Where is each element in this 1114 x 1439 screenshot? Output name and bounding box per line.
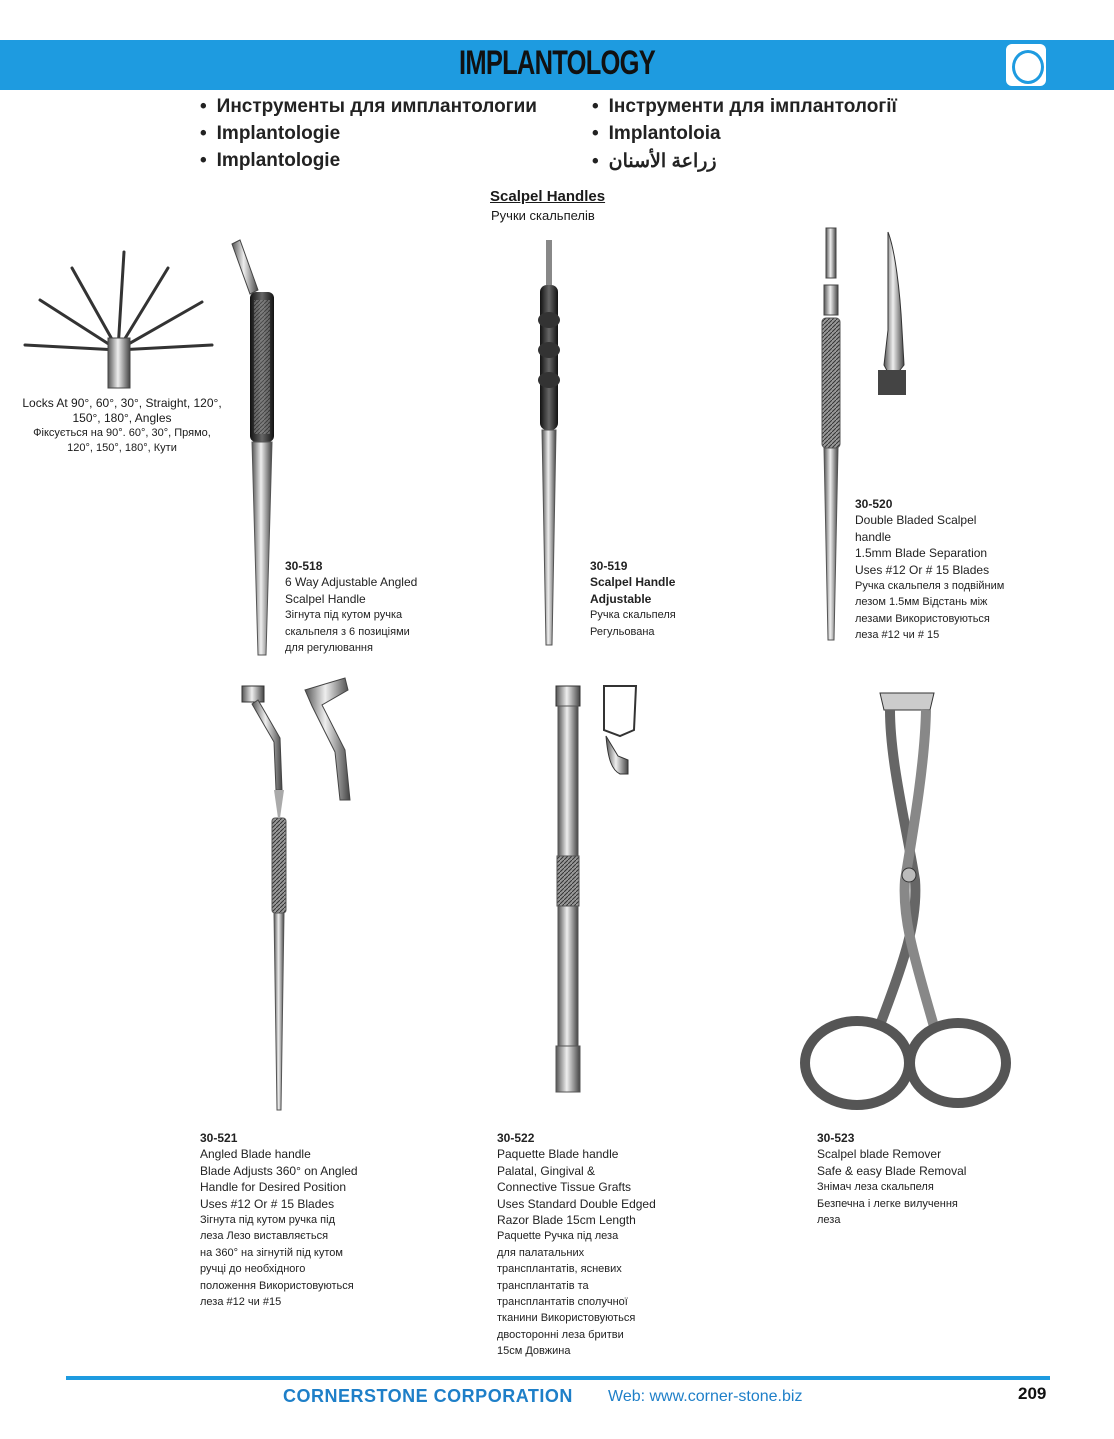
angles-note-uk: Фіксується на 90°. 60°, 30°, Прямо, 120°, 150°, 180°, Кути bbox=[33, 427, 211, 454]
handle-30-522-illustration bbox=[556, 686, 636, 1092]
section-heading: Scalpel Handles bbox=[490, 188, 606, 205]
lang-item-arabic: • زراعة الأسنان bbox=[592, 150, 717, 173]
product-caption-30-518 bbox=[285, 558, 465, 656]
page-title: IMPLANTOLOGY bbox=[459, 44, 655, 82]
product-desc-uk: Ручка скальпеля з подвійним лезом 1.5мм Відстань між лезами Використовуються леза #12 чи # 15 bbox=[855, 580, 1005, 642]
handle-30-521-illustration bbox=[242, 678, 350, 1110]
product-code: 30-521 bbox=[200, 1131, 238, 1145]
blade-remover-30-523-illustration bbox=[805, 693, 1006, 1105]
product-desc-en: Paquette Blade handle Palatal, Gingival & Connective Tissue Grafts Uses Standard Double Edged Razor Blade 15cm Length bbox=[497, 1147, 656, 1228]
footer-website-link[interactable]: Web: www.corner-stone.biz bbox=[608, 1388, 803, 1405]
product-code: 30-518 bbox=[285, 559, 323, 573]
section-subheading: Ручки скальпелів bbox=[491, 208, 595, 223]
product-caption-30-523 bbox=[817, 1130, 1027, 1228]
product-code: 30-520 bbox=[855, 497, 893, 511]
angles-note bbox=[22, 396, 222, 456]
product-desc-en: 6 Way Adjustable Angled Scalpel Handle bbox=[285, 575, 418, 606]
product-desc-uk: Зігнута під кутом ручка під леза Лезо виставляється на 360° на зігнутій під кутом ручці до необхідного положення Використовуються леза #12 чи #15 bbox=[200, 1214, 354, 1309]
product-desc-en: Scalpel Handle Adjustable bbox=[590, 575, 676, 606]
lang-item-german: • Implantologie bbox=[200, 123, 340, 145]
handle-30-518-illustration bbox=[232, 240, 274, 655]
footer-divider bbox=[66, 1376, 1050, 1380]
handle-30-519-illustration bbox=[538, 240, 560, 645]
product-desc-en: Angled Blade handle Blade Adjusts 360° on Angled Handle for Desired Position Uses #12 Or # 15 Blades bbox=[200, 1147, 358, 1211]
lang-item-other: • Implantoloia bbox=[592, 123, 721, 145]
product-caption-30-521 bbox=[200, 1130, 420, 1310]
product-desc-uk: Знімач леза скальпеля Безпечна і легке вилучення леза bbox=[817, 1181, 958, 1227]
product-code: 30-522 bbox=[497, 1131, 535, 1145]
product-desc-uk: Ручка скальпеля Регульована bbox=[590, 609, 676, 638]
angles-note-en: Locks At 90°, 60°, 30°, Straight, 120°, 150°, 180°, Angles bbox=[22, 396, 222, 425]
product-desc-en: Double Bladed Scalpel handle 1.5mm Blade Separation Uses #12 Or # 15 Blades bbox=[855, 513, 990, 577]
product-desc-uk: Зігнута під кутом ручка скальпеля з 6 позиціями для регулювання bbox=[285, 609, 410, 655]
product-code: 30-523 bbox=[817, 1131, 855, 1145]
product-desc-uk: Paquette Ручка під леза для палатальних трансплантатів, ясневих трансплантатів та трансплантатів сполучної тканини Використовуються двосторонні леза бритви 15см Довжина bbox=[497, 1230, 636, 1358]
product-code: 30-519 bbox=[590, 559, 628, 573]
product-caption-30-522 bbox=[497, 1130, 717, 1360]
product-caption-30-520 bbox=[855, 496, 1065, 644]
lang-item-german-2: • Implantologie bbox=[200, 150, 340, 172]
footer-company-name: CORNERSTONE CORPORATION bbox=[283, 1386, 573, 1406]
angle-fan-illustration bbox=[25, 252, 212, 350]
lang-item-russian: • Инструменты для имплантологии bbox=[200, 96, 537, 118]
product-caption-30-519 bbox=[590, 558, 750, 640]
lang-item-ukrainian: • Інструменти для імплантології bbox=[592, 96, 897, 118]
product-desc-en: Scalpel blade Remover Safe & easy Blade Removal bbox=[817, 1147, 967, 1178]
page-number: 209 bbox=[1018, 1384, 1047, 1403]
